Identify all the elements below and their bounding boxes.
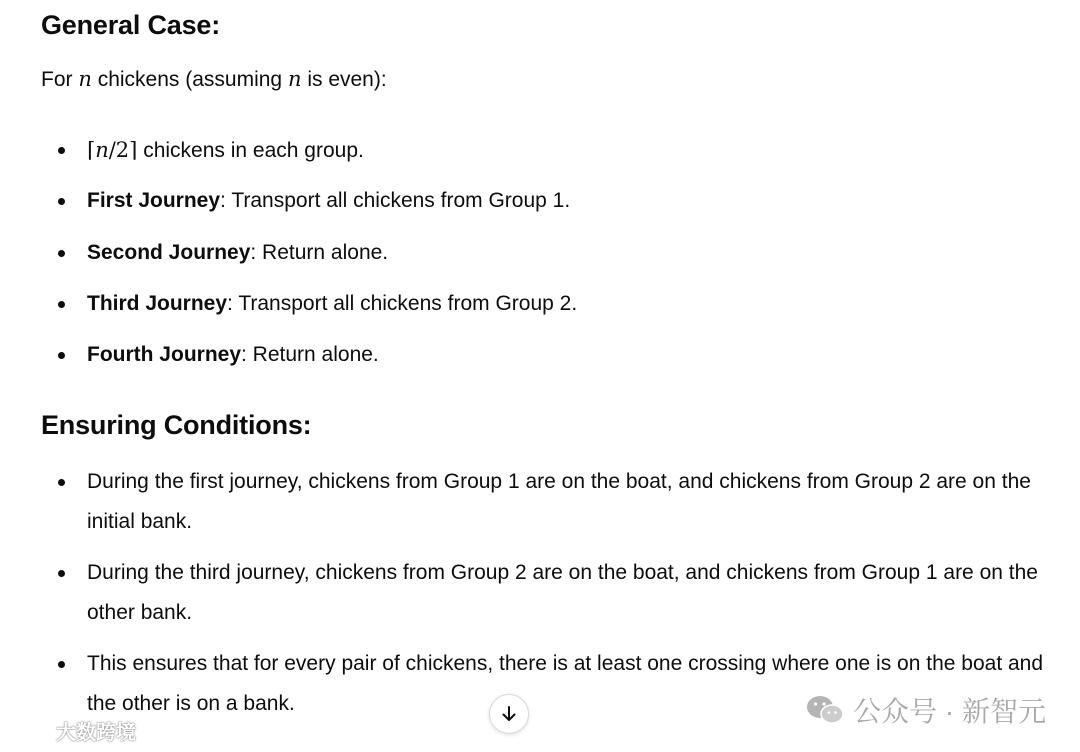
general-case-list [41, 130, 577, 386]
watermark-left [8, 716, 136, 745]
list-item-bold: First Journey [87, 189, 221, 213]
list-item-text: : Transport all chickens from Group 1. [220, 189, 571, 213]
math-var: n [287, 67, 302, 91]
list-item-bold: Third Journey [87, 291, 228, 315]
list-item [41, 233, 577, 284]
list-item-text: During the third journey, chickens from Group 2 are on the boat, and chickens from Group 1 are on the other bank. [87, 561, 1038, 624]
intro-prefix: For [41, 68, 79, 91]
list-item [41, 130, 577, 181]
arrow-down-icon [499, 704, 519, 724]
list-item [41, 181, 577, 232]
list-item-text: : Transport all chickens from Group 2. [227, 291, 578, 315]
wechat-icon [805, 693, 845, 727]
list-item [41, 553, 1062, 633]
list-item [41, 462, 1062, 542]
list-item [41, 335, 577, 386]
list-item-text: This ensures that for every pair of chickens, there is at least one crossing where one is on the boat and the other is on a bank. [87, 652, 1044, 715]
list-item-text: : Return alone. [250, 240, 389, 264]
general-intro [41, 67, 387, 92]
list-item [41, 284, 577, 335]
math-ceil-close: ⌉ [129, 138, 138, 162]
list-item-bold: Second Journey [87, 240, 251, 264]
math-rest: /2 [108, 138, 130, 162]
intro-mid: chickens (assuming [91, 68, 288, 91]
math-var: n [95, 138, 109, 162]
intro-suffix: is even): [301, 68, 387, 91]
section-heading-ensuring: Ensuring Conditions: [41, 410, 312, 440]
list-item-bold: Fourth Journey [87, 343, 242, 367]
list-item-text: : Return alone. [241, 343, 379, 367]
watermark-right-text: 公众号 · 新智元 [853, 696, 1046, 727]
watermark-logo-icon [8, 719, 52, 743]
list-item-text: chickens in each group. [137, 139, 364, 162]
section-heading-general: General Case: [41, 10, 220, 40]
scroll-to-bottom-button[interactable] [489, 694, 529, 734]
watermark-right [805, 690, 1046, 730]
math-ceil-open: ⌈ [87, 138, 96, 162]
watermark-left-text: 大数跨境 [56, 722, 136, 744]
list-item-text: During the first journey, chickens from Group 1 are on the boat, and chickens from Group 2 are on the initial bank. [87, 470, 1031, 533]
math-var: n [78, 67, 92, 91]
